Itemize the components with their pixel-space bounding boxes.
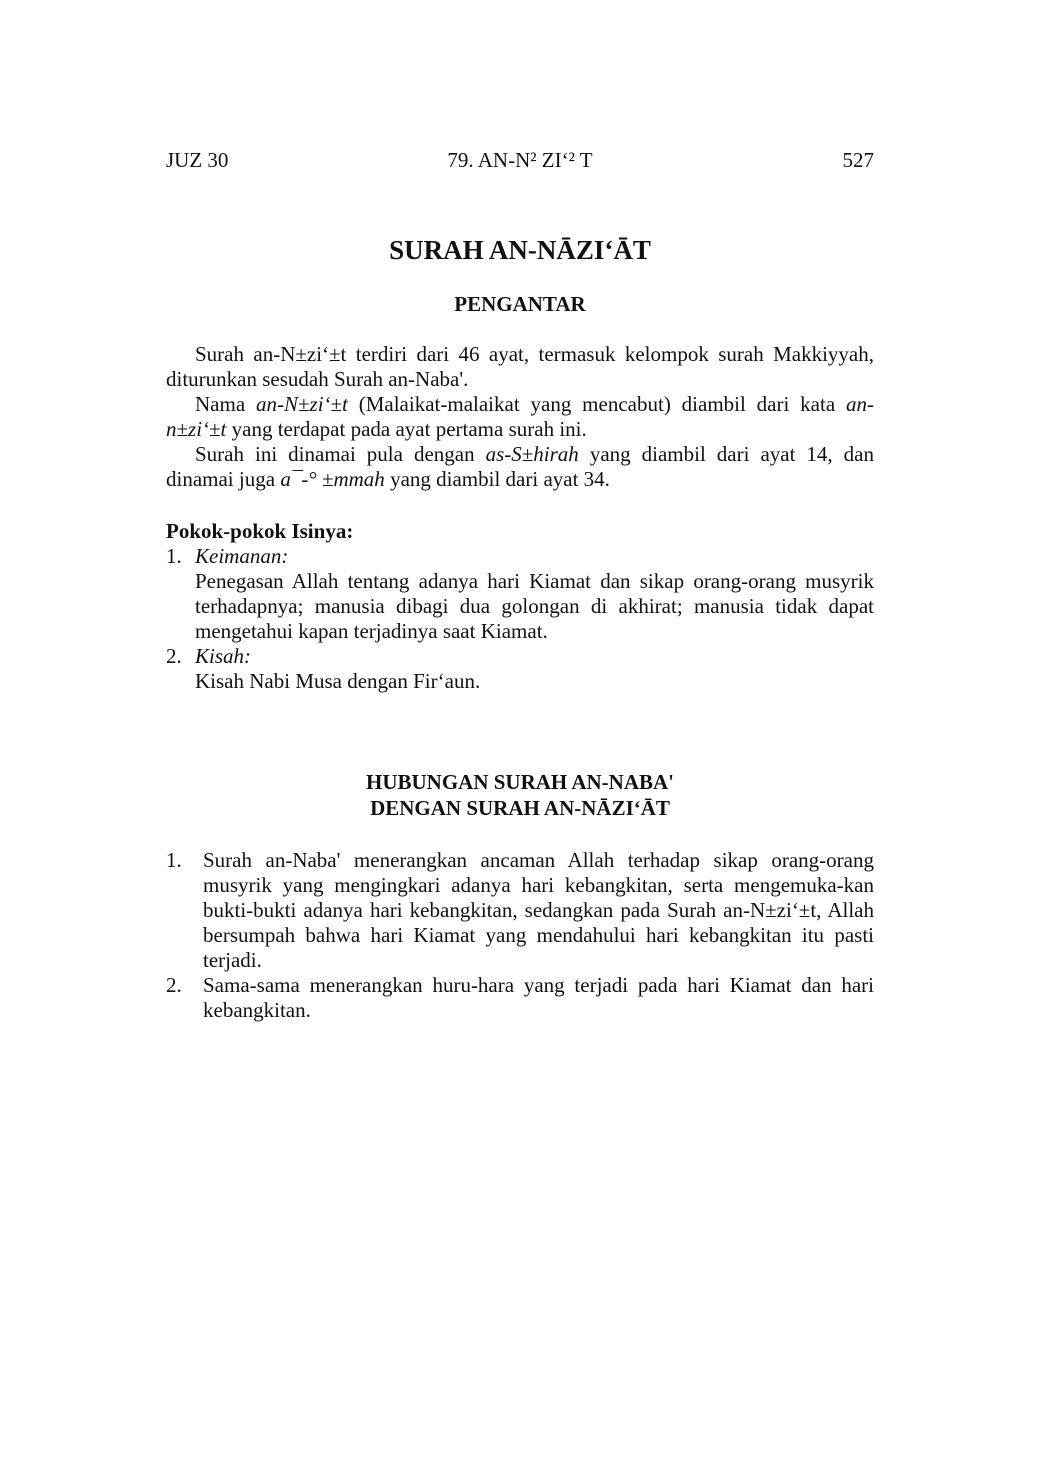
header-juz: JUZ 30 xyxy=(166,148,229,172)
italic-term: a¯-° ±mmah xyxy=(280,467,385,491)
contents-section xyxy=(166,519,874,694)
relation-section xyxy=(166,848,874,1023)
item-number: 1. xyxy=(166,544,182,568)
section-heading-intro: PENGANTAR xyxy=(454,292,586,316)
text-run: (Malaikat-malaikat yang mencabut) diambil dari kata xyxy=(347,392,846,416)
running-header xyxy=(166,146,874,174)
item-number: 2. xyxy=(166,644,182,668)
page-title: SURAH AN-NĀZI‘ĀT xyxy=(389,235,651,265)
italic-term: as-S±hirah xyxy=(485,442,579,466)
item-text: Kisah Nabi Musa dengan Fir‘aun. xyxy=(195,669,481,693)
text-run: yang diambil dari ayat 34. xyxy=(384,467,610,491)
intro-paragraph-3 xyxy=(166,442,874,492)
intro-paragraph-1: Surah an-N±zi‘±t terdiri dari 46 ayat, termasuk kelompok surah Makkiyyah, diturunkan sesudah Surah an-Naba'. xyxy=(166,342,874,391)
section-heading-relation-1: HUBUNGAN SURAH AN-NABA' xyxy=(365,770,675,794)
item-text: Surah an-Naba' menerangkan ancaman Allah terhadap sikap orang-orang musyrik yang mengingkari adanya hari kebangkitan, serta mengemuka-kan bukti-bukti adanya hari kebangkitan, sedangkan pada Surah an-N±zi‘±t, Allah bersumpah bahwa hari Kiamat yang mendahului hari kebangkitan itu pasti terjadi. xyxy=(203,848,874,972)
intro-paragraph-2 xyxy=(166,392,874,442)
section-heading-relation-2: DENGAN SURAH AN-NĀZI‘ĀT xyxy=(370,796,670,820)
list-item xyxy=(166,544,874,644)
intro-section xyxy=(166,342,874,492)
italic-term: an-n±zi‘±t xyxy=(166,392,874,441)
italic-term: an-N±zi‘±t xyxy=(256,392,348,416)
list-item xyxy=(166,644,874,694)
header-surah: 79. AN-N² ZI‘² T xyxy=(447,148,593,172)
item-label: Kisah: xyxy=(195,644,252,668)
contents-heading: Pokok-pokok Isinya: xyxy=(166,519,354,543)
item-text: Sama-sama menerangkan huru-hara yang terjadi pada hari Kiamat dan hari kebangkitan. xyxy=(203,973,874,1022)
text-run: Nama xyxy=(195,392,256,416)
list-item xyxy=(166,973,874,1023)
text-run: Surah ini dinamai pula dengan xyxy=(195,442,486,466)
text-run: yang diambil dari ayat 14, dan dinamai juga xyxy=(166,442,874,491)
text-run: yang terdapat pada ayat pertama surah ini. xyxy=(226,417,587,441)
page-number: 527 xyxy=(842,148,874,172)
list-item xyxy=(166,848,874,973)
item-number: 2. xyxy=(166,973,182,997)
item-text: Penegasan Allah tentang adanya hari Kiamat dan sikap orang-orang musyrik terhadapnya; manusia dibagi dua golongan di akhirat; manusia tidak dapat mengetahui kapan terjadinya saat Kiamat. xyxy=(195,569,874,643)
item-number: 1. xyxy=(166,848,182,872)
item-label: Keimanan: xyxy=(195,544,289,568)
